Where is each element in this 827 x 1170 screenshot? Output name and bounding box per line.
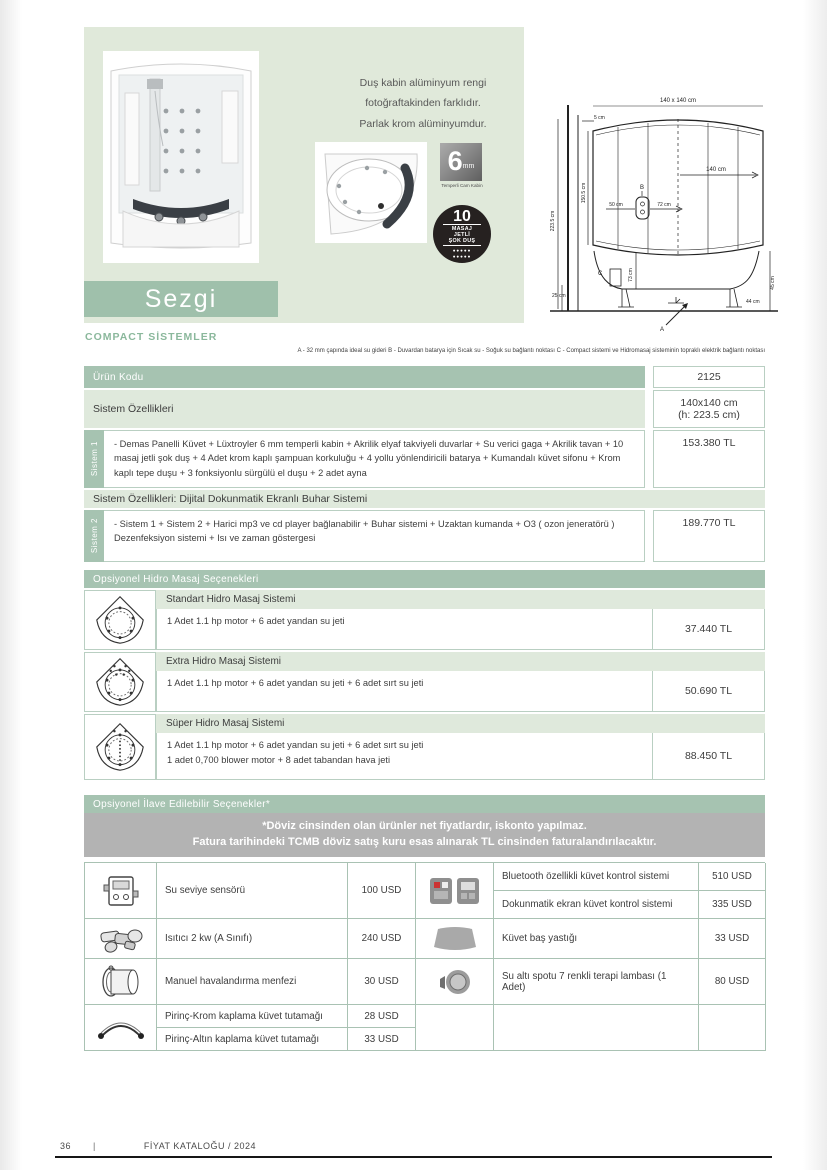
- system1-price: 153.380 TL: [653, 430, 765, 488]
- system2-tab-label: Sistem 2: [89, 518, 99, 554]
- dim-b-left: 50 cm: [609, 202, 623, 208]
- jets-count: 10: [453, 208, 471, 225]
- handle-icon: [94, 1013, 148, 1043]
- hydro-standart-price: 37.440 TL: [653, 609, 765, 650]
- steam-features-label: Sistem Özellikleri: Dijital Dokunmatik Ekranlı Buhar Sistemi: [84, 490, 765, 508]
- accessory-price: 33 USD: [348, 1028, 416, 1051]
- disclaimer-line-3: Parlak krom alüminyumdur.: [359, 117, 487, 130]
- footer-separator: |: [93, 1141, 96, 1151]
- hydro-super-detail-row: [156, 733, 765, 780]
- accessory-label: Küvet baş yastığı: [494, 919, 699, 959]
- dimension-diagram: [548, 93, 780, 333]
- features-row: [84, 390, 765, 428]
- size-line-2: (h: 223.5 cm): [678, 409, 740, 421]
- massage-jets-badge: [433, 205, 491, 263]
- accessory-label: Manuel havalandırma menfezi: [157, 959, 348, 1005]
- vent-icon: [85, 959, 157, 1005]
- hydro-standart-title: Standart Hidro Masaj Sistemi: [156, 590, 765, 609]
- corner-tub-illustration: [315, 142, 427, 243]
- hydro-section-header: Opsiyonel Hidro Masaj Seçenekleri: [84, 570, 765, 588]
- point-a-label: A: [660, 327, 665, 333]
- disclaimer-line-2: fotoğraftakinden farklıdır.: [365, 97, 481, 110]
- steam-features-row: [84, 490, 765, 508]
- heater-icon: [85, 919, 157, 959]
- corner-tub-jets-icon: [94, 656, 146, 708]
- point-b-label: B: [639, 185, 645, 191]
- hydro-extra-detail-row: [156, 671, 765, 712]
- hydro-super-price: 88.450 TL: [653, 733, 765, 780]
- accessory-price: 33 USD: [699, 919, 766, 959]
- hydro-standart-icon-cell: [84, 590, 156, 650]
- system2-row: [84, 510, 765, 562]
- accessory-label: Su seviye sensörü: [157, 863, 348, 919]
- page-number: 36: [60, 1141, 72, 1151]
- hero-panel: [84, 27, 524, 323]
- system2-description: - Sistem 1 + Sistem 2 + Harici mp3 ve cd player bağlanabilir + Buhar sistemi + Uzaktan kumanda + O3 ( ozon jeneratörü ) Dezenfeksiyon sistemi + Isı ve zaman göstergesi: [104, 510, 645, 562]
- dim-floor: 25 cm: [552, 293, 566, 299]
- dim-base: 44 cm: [746, 299, 760, 305]
- currency-notice-line-2: Fatura tarihindeki TCMB döviz satış kuru esas alınarak TL cinsinden faturalandırılacaktır.: [192, 836, 657, 848]
- accessory-label: Isıtıcı 2 kw (A Sınıfı): [157, 919, 348, 959]
- options-section-header: Opsiyonel İlave Edilebilir Seçenekler*: [84, 795, 765, 813]
- system1-main: [84, 430, 645, 488]
- pillow-icon: [430, 923, 480, 955]
- dim-offset: 5 cm: [594, 115, 605, 121]
- system1-description: - Demas Panelli Küvet + Lüxtroyler 6 mm temperli kabin + Akrilik elyaf takviyeli duvarlar + Su verici gaga + Akrilik tavan + 10 masaj jetli şok duş + 4 Adet krom kaplı şampuan korkuluğu + 4 yollu yönlendiricili batarya + Kumandalı küvet sifonu + Krom kaplı tepe duşu + 3 fonksiyonlu sürgülü el duşu + 2 adet ayna: [104, 430, 645, 488]
- glass-thickness-unit: mm: [462, 163, 475, 170]
- accessory-price: 80 USD: [699, 959, 766, 1005]
- product-code-label: Ürün Kodu: [84, 366, 645, 388]
- bath-pillow-icon: [416, 919, 494, 959]
- hydro-super-detail: [156, 733, 653, 780]
- ventilation-icon: [99, 963, 143, 1001]
- spot-lamp-icon: [435, 963, 475, 1001]
- system2-tab: [84, 510, 104, 562]
- accessory-label: Su altı spotu 7 renkli terapi lambası (1 Adet): [494, 959, 699, 1005]
- hydro-extra-title: Extra Hidro Masaj Sistemi: [156, 652, 765, 671]
- hydro-standart-detail-row: [156, 609, 765, 650]
- hydro-extra-detail: 1 Adet 1.1 hp motor + 6 adet yandan su jeti + 6 adet sırt su jeti: [156, 671, 653, 712]
- underwater-spot-icon: [416, 959, 494, 1005]
- dim-tub-height: 45 cm: [770, 276, 776, 290]
- tub-handle-icon: [85, 1005, 157, 1051]
- system2-price: 189.770 TL: [653, 510, 765, 562]
- dim-inner-height: 150.5 cm: [581, 182, 587, 204]
- accessory-price: 28 USD: [348, 1005, 416, 1028]
- hydro-standart-detail: 1 Adet 1.1 hp motor + 6 adet yandan su jeti: [156, 609, 653, 650]
- empty-cell: [494, 1005, 699, 1051]
- hydro-super-title: Süper Hidro Masaj Sistemi: [156, 714, 765, 733]
- product-code-value: 2125: [653, 366, 765, 388]
- jets-dots-2: ●●●●●: [452, 254, 472, 259]
- accessory-price: 100 USD: [348, 863, 416, 919]
- accessory-price: 335 USD: [699, 891, 766, 919]
- jets-dots-1: ●●●●●: [452, 247, 472, 253]
- accessory-label: Dokunmatik ekran küvet kontrol sistemi: [494, 891, 699, 919]
- system2-main: [84, 510, 645, 562]
- product-name-banner: Sezgi: [84, 281, 278, 317]
- disclaimer-line-1: Duş kabin alüminyum rengi: [359, 77, 487, 89]
- sensor-device-icon: [99, 869, 143, 913]
- accessory-price: 240 USD: [348, 919, 416, 959]
- corner-tub-photo: [315, 142, 427, 243]
- jets-label-2: ŞOK DUŞ: [443, 238, 481, 246]
- section-title: COMPACT SİSTEMLER: [85, 331, 218, 343]
- hydro-super-detail-1: 1 Adet 1.1 hp motor + 6 adet yandan su jeti + 6 adet sırt su jeti: [167, 740, 424, 750]
- accessory-label: Pirinç-Altın kaplama küvet tutamağı: [157, 1028, 348, 1051]
- tempered-glass-caption: Temperli Cam Kabin: [441, 183, 483, 188]
- page-footer: [60, 1141, 256, 1151]
- footer-rule: [55, 1156, 772, 1158]
- empty-cell: [416, 1005, 494, 1051]
- corner-tub-jets-icon: [94, 594, 146, 646]
- currency-notice-line-1: *Döviz cinsinden olan ürünler net fiyatlardır, iskonto yapılmaz.: [262, 820, 587, 833]
- glass-thickness-value: 6: [447, 146, 463, 176]
- dim-width: 140 cm: [706, 167, 726, 173]
- size-line-1: 140x140 cm: [680, 397, 738, 409]
- control-remotes-icon: [428, 874, 482, 908]
- point-c-label: C: [598, 271, 603, 277]
- accessories-table: [84, 862, 765, 1051]
- hydro-super-detail-2: 1 adet 0,700 blower motor + 8 adet tabandan hava jeti: [167, 754, 391, 765]
- tempered-glass-badge: [440, 143, 482, 181]
- hydro-table: [84, 590, 765, 782]
- hydro-row-extra: [84, 652, 765, 712]
- hydro-extra-icon-cell: [84, 652, 156, 712]
- dim-apron: 73 cm: [628, 268, 634, 282]
- catalog-label: FİYAT KATALOĞU / 2024: [143, 1141, 257, 1151]
- shower-cabin-illustration: [103, 51, 259, 263]
- hydro-super-icon-cell: [84, 714, 156, 780]
- corner-tub-jets-icon: [94, 721, 146, 773]
- empty-cell: [699, 1005, 766, 1051]
- water-level-sensor-icon: [85, 863, 157, 919]
- system1-row: [84, 430, 765, 488]
- color-disclaimer-text: [330, 73, 516, 134]
- dim-footprint: 140 x 140 cm: [659, 98, 697, 104]
- dim-b-right: 72 cm: [657, 202, 671, 208]
- technical-drawing: [548, 93, 780, 333]
- heater-fittings-icon: [97, 922, 145, 956]
- hydro-row-super: [84, 714, 765, 780]
- hydro-extra-price: 50.690 TL: [653, 671, 765, 712]
- system1-tab: [84, 430, 104, 488]
- bath-control-panels-icon: [416, 863, 494, 919]
- hydro-standart-body: [156, 590, 765, 650]
- spec-table: [84, 366, 765, 564]
- size-cell: [653, 390, 765, 428]
- features-label: Sistem Özellikleri: [84, 390, 645, 428]
- hydro-super-body: [156, 714, 765, 780]
- legend-note: A - 32 mm çapında ideal su gideri B - Duvardan batarya için Sıcak su - Soğuk su bağlantı noktası C - Compact sistemi ve Hidromasaj sisteminin topraklı elektrik bağlantı noktası: [297, 348, 765, 354]
- dim-total-height: 223.5 cm: [550, 210, 556, 232]
- hydro-row-standart: [84, 590, 765, 650]
- accessory-label: Bluetooth özellikli küvet kontrol sistemi: [494, 863, 699, 891]
- system1-tab-label: Sistem 1: [89, 441, 99, 477]
- product-code-row: [84, 366, 765, 388]
- currency-notice: [84, 813, 765, 857]
- accessory-label: Pirinç-Krom kaplama küvet tutamağı: [157, 1005, 348, 1028]
- shower-cabin-photo: [103, 51, 259, 263]
- jets-label-1: MASAJ JETLİ: [443, 224, 481, 238]
- hydro-extra-body: [156, 652, 765, 712]
- accessory-price: 30 USD: [348, 959, 416, 1005]
- accessory-price: 510 USD: [699, 863, 766, 891]
